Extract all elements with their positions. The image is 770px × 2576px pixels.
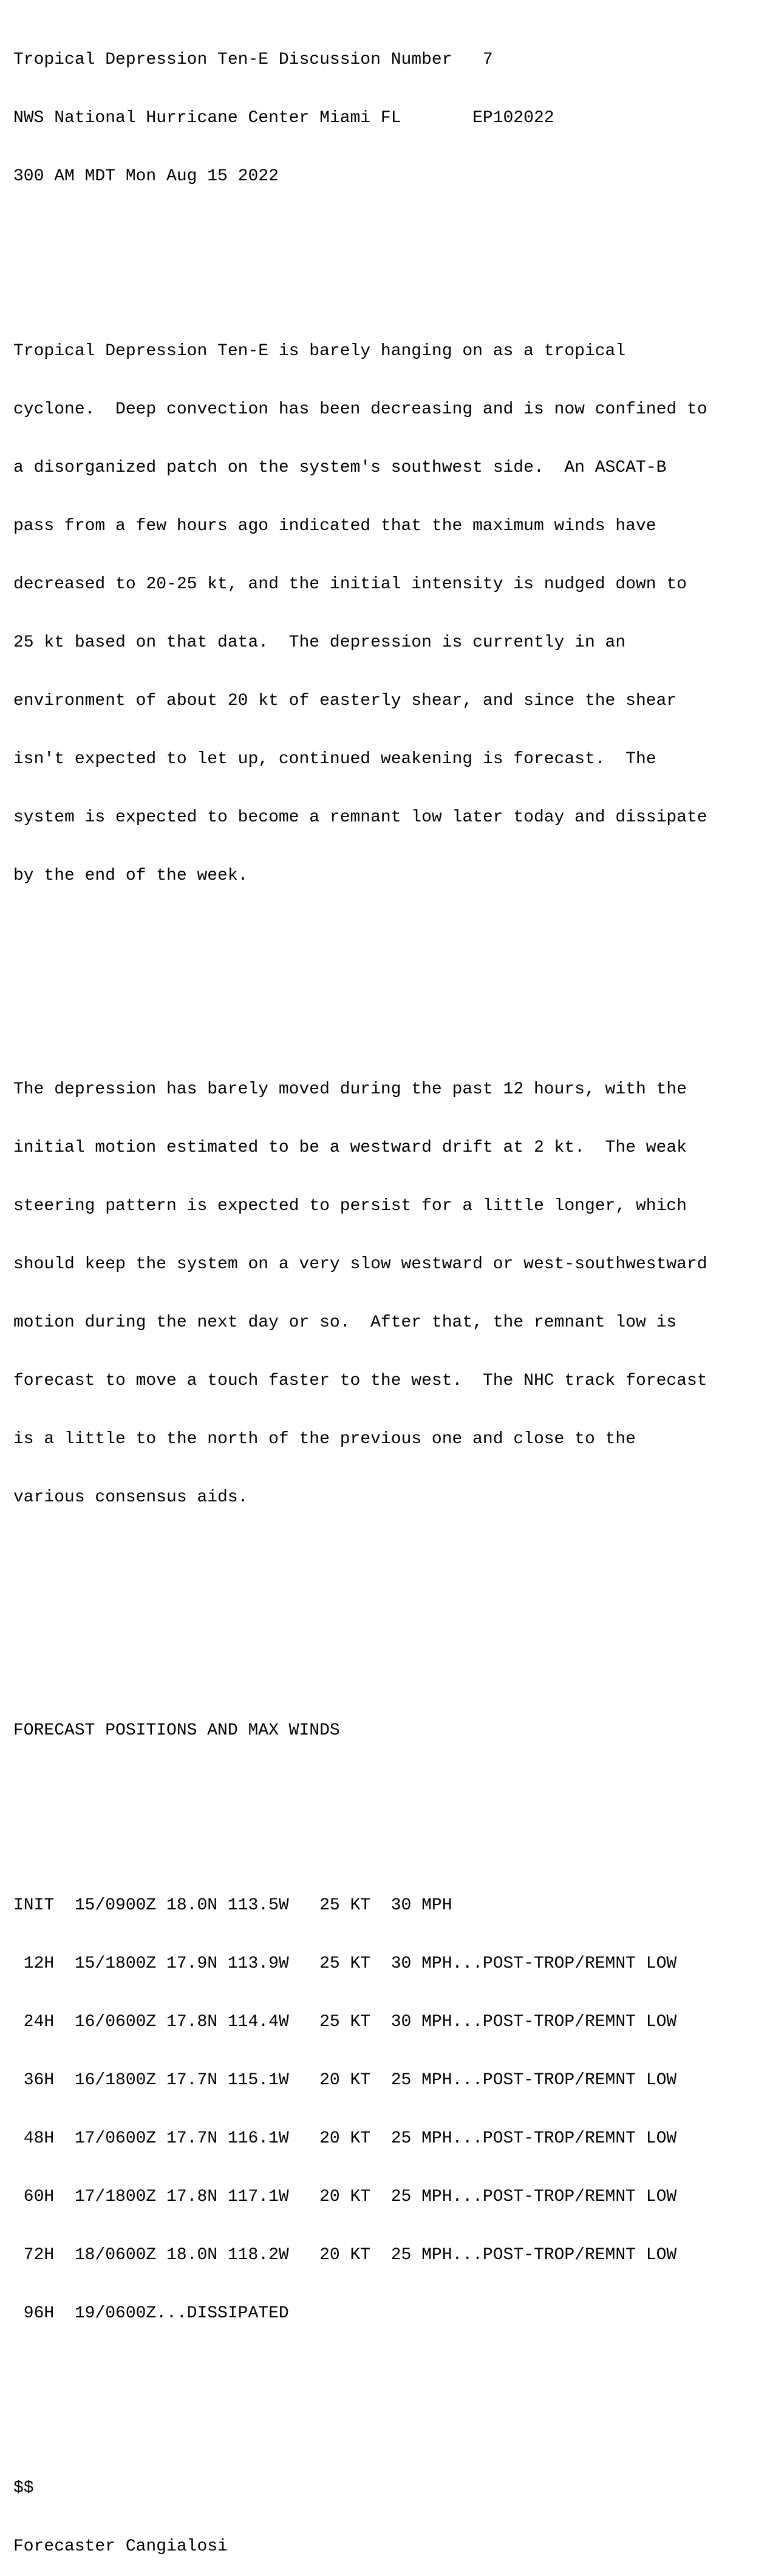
paragraph-line: cyclone. Deep convection has been decreasing and is now confined to: [13, 400, 707, 419]
spacer: [13, 963, 766, 983]
forecast-row: 48H 17/0600Z 17.7N 116.1W 20 KT 25 MPH...POST-TROP/REMNT LOW: [13, 2129, 677, 2148]
forecast-row: 24H 16/0600Z 17.8N 114.4W 25 KT 30 MPH...POST-TROP/REMNT LOW: [13, 2013, 677, 2031]
paragraph-intensity: [13, 303, 766, 925]
forecast-row: INIT 15/0900Z 18.0N 113.5W 25 KT 30 MPH: [13, 1896, 452, 1915]
spacer: [13, 1585, 766, 1605]
forecast-heading: FORECAST POSITIONS AND MAX WINDS: [13, 1721, 340, 1740]
spacer: [13, 2401, 766, 2421]
paragraph-line: pass from a few hours ago indicated that the maximum winds have: [13, 517, 656, 535]
paragraph-line: various consensus aids.: [13, 1488, 248, 1507]
paragraph-line: by the end of the week.: [13, 866, 248, 885]
paragraph-line: environment of about 20 kt of easterly shear, and since the shear: [13, 692, 677, 710]
spacer: [13, 225, 766, 245]
spacer: [13, 1779, 766, 1799]
forecast-table: [13, 1857, 766, 2362]
paragraph-line: isn't expected to let up, continued weakening is forecast. The: [13, 750, 656, 769]
paragraph-line: 25 kt based on that data. The depression is currently in an: [13, 633, 626, 652]
issue-time: 300 AM MDT Mon Aug 15 2022: [13, 167, 279, 186]
paragraph-line: decreased to 20-25 kt, and the initial intensity is nudged down to: [13, 575, 687, 594]
spacer: [13, 1643, 766, 1663]
discussion-document: [13, 12, 766, 2576]
forecast-row: 72H 18/0600Z 18.0N 118.2W 20 KT 25 MPH...POST-TROP/REMNT LOW: [13, 2246, 677, 2265]
paragraph-line: The depression has barely moved during the past 12 hours, with the: [13, 1080, 687, 1099]
forecast-row: 60H 17/1800Z 17.8N 117.1W 20 KT 25 MPH...POST-TROP/REMNT LOW: [13, 2187, 677, 2206]
paragraph-line: should keep the system on a very slow westward or west-southwestward: [13, 1255, 707, 1274]
issuing-office: NWS National Hurricane Center Miami FL EP102022: [13, 109, 554, 127]
paragraph-line: a disorganized patch on the system's southwest side. An ASCAT-B: [13, 458, 667, 477]
paragraph-line: is a little to the north of the previous one and close to the: [13, 1430, 636, 1449]
paragraph-line: initial motion estimated to be a westward drift at 2 kt. The weak: [13, 1138, 687, 1157]
paragraph-motion: [13, 1041, 766, 1546]
end-marker: $$: [13, 2479, 34, 2498]
forecast-row: 36H 16/1800Z 17.7N 115.1W 20 KT 25 MPH...POST-TROP/REMNT LOW: [13, 2071, 677, 2090]
paragraph-line: motion during the next day or so. After that, the remnant low is: [13, 1313, 677, 1332]
document-title: Tropical Depression Ten-E Discussion Number 7: [13, 50, 493, 69]
paragraph-line: forecast to move a touch faster to the west. The NHC track forecast: [13, 1371, 707, 1390]
forecast-row: 96H 19/0600Z...DISSIPATED: [13, 2304, 289, 2323]
paragraph-line: steering pattern is expected to persist for a little longer, which: [13, 1197, 687, 1215]
forecaster-signature: Forecaster Cangialosi: [13, 2537, 228, 2556]
paragraph-line: Tropical Depression Ten-E is barely hanging on as a tropical: [13, 342, 626, 361]
paragraph-line: system is expected to become a remnant low later today and dissipate: [13, 808, 707, 827]
forecast-row: 12H 15/1800Z 17.9N 113.9W 25 KT 30 MPH...POST-TROP/REMNT LOW: [13, 1954, 677, 1973]
